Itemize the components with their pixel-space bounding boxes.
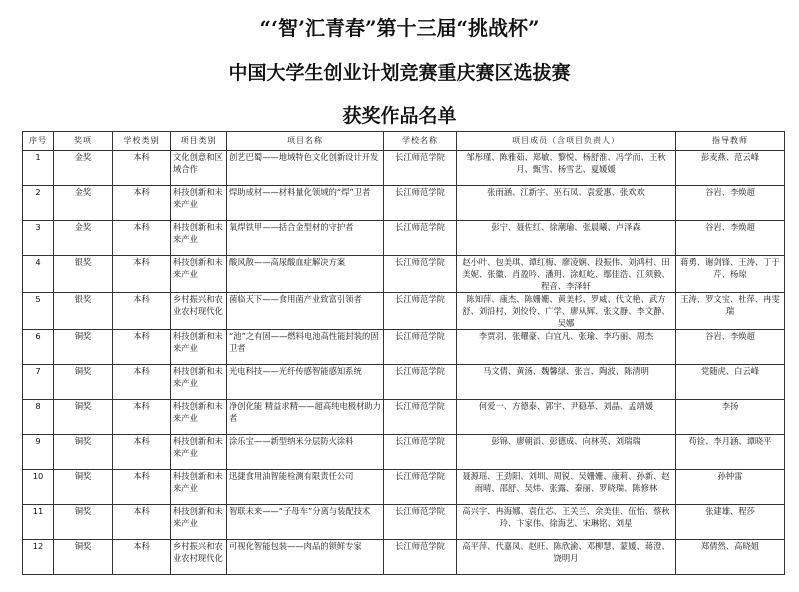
cell-no: 4	[23, 256, 54, 293]
cell-advisors: 彭麦燕、范云峰	[676, 151, 785, 186]
cell-award: 金奖	[54, 221, 113, 256]
cell-project: 智联未来——“子母车”分离与装配技术	[227, 505, 384, 540]
cell-members: 赵小叶、包美琪、谭红梅、廖凌娴、段振伟、刘鸿村、田美妮、张徽、肖盈吟、潘玥、涂虹屹、鄢佳浩、江须毅、程音、李泽轩	[457, 256, 676, 293]
cell-project: 涂乐宝——新型纳米分层防火涂料	[227, 435, 384, 470]
cell-no: 7	[23, 365, 54, 400]
cell-award: 金奖	[54, 186, 113, 221]
cell-category: 科技创新和未来产业	[171, 435, 227, 470]
cell-advisors: 谷岩、李焕超	[676, 330, 785, 365]
cell-advisors: 李扬	[676, 400, 785, 435]
cell-category: 科技创新和未来产业	[171, 221, 227, 256]
cell-category: 科技创新和未来产业	[171, 330, 227, 365]
cell-members: 马文倩、黄汤、魏馨绿、张言、陶波、陈清明	[457, 365, 676, 400]
cell-school: 长江师范学院	[384, 330, 457, 365]
cell-school-type: 本科	[113, 256, 171, 293]
cell-category: 文化创意和区域合作	[171, 151, 227, 186]
table-row	[23, 470, 785, 505]
cell-project: 酸风散——高尿酸血症解决方案	[227, 256, 384, 293]
table-row	[23, 400, 785, 435]
cell-award: 金奖	[54, 151, 113, 186]
cell-school-type: 本科	[113, 151, 171, 186]
cell-award: 铜奖	[54, 365, 113, 400]
table-row	[23, 221, 785, 256]
cell-advisors: 谷岩、李焕超	[676, 221, 785, 256]
cell-award: 银奖	[54, 293, 113, 330]
cell-project: “池”之有固——燃料电池高性能封装的固卫者	[227, 330, 384, 365]
cell-members: 张雨涵、江新宇、巫石凤、袁爱惠、张欢欢	[457, 186, 676, 221]
cell-school: 长江师范学院	[384, 221, 457, 256]
cell-school-type: 本科	[113, 365, 171, 400]
table-row	[23, 540, 785, 575]
cell-no: 10	[23, 470, 54, 505]
awards-table	[22, 131, 785, 575]
cell-school-type: 本科	[113, 293, 171, 330]
cell-school: 长江师范学院	[384, 435, 457, 470]
cell-advisors: 王涛、罗文宝、杜萍、冉雯瑞	[676, 293, 785, 330]
cell-members: 高兴宇、冉海娜、袁仕芯、王关兰、余美佳、伍怡、蔡秋玲、卞家伟、徐海艺、宋琳铭、刘星	[457, 505, 676, 540]
cell-advisors: 蒋勇、谢剑锋、王涛、丁于芹、杨琼	[676, 256, 785, 293]
cell-project: 可视化智能包装——肉品的锁鲜专家	[227, 540, 384, 575]
cell-project: 氧焊铁甲——括合金型材的守护者	[227, 221, 384, 256]
table-row	[23, 151, 785, 186]
cell-award: 铜奖	[54, 540, 113, 575]
column-header-award: 奖项	[54, 132, 113, 151]
cell-school-type: 本科	[113, 505, 171, 540]
cell-school-type: 本科	[113, 470, 171, 505]
cell-project: 光电科技——光纤传感智能感知系统	[227, 365, 384, 400]
cell-category: 科技创新和未来产业	[171, 400, 227, 435]
table-header-row	[23, 132, 785, 151]
cell-award: 铜奖	[54, 330, 113, 365]
cell-project: 菌临天下——食用菌产业致富引领者	[227, 293, 384, 330]
cell-category: 科技创新和未来产业	[171, 256, 227, 293]
cell-no: 8	[23, 400, 54, 435]
cell-advisors: 苟铨、李月涵、谭晓平	[676, 435, 785, 470]
table-row	[23, 435, 785, 470]
cell-school: 长江师范学院	[384, 151, 457, 186]
cell-school-type: 本科	[113, 330, 171, 365]
cell-category: 科技创新和未来产业	[171, 186, 227, 221]
document-title-line3: 获奖作品名单	[342, 105, 457, 127]
document-title-line1: “‘智’汇青春”第十三届“挑战杯”	[259, 16, 540, 40]
column-header-category: 项目类别	[171, 132, 227, 151]
cell-advisors: 郑倩然、高晓姐	[676, 540, 785, 575]
cell-advisors: 孙钟雷	[676, 470, 785, 505]
cell-members: 陈知萍、康杰、陈姗姗、黄美杉、罗威、代文艳、武方舒、刘沿村、刘佼伶、广学、廖从辉、张文静、李文静、吴娜	[457, 293, 676, 330]
cell-project: 创艺巴蜀——地域特色文化创新设计开发	[227, 151, 384, 186]
cell-school: 长江师范学院	[384, 505, 457, 540]
cell-category: 乡村振兴和农业农村现代化	[171, 540, 227, 575]
cell-advisors: 谷岩、李焕超	[676, 186, 785, 221]
cell-members: 邹彤瑾、陈雅茹、郑敏、黎悦、杨舒淮、冯学而、王秋月、甄雪、杨雪艺、夏媛媛	[457, 151, 676, 186]
document-title-line2: 中国大学生创业计划竞赛重庆赛区选拔赛	[228, 62, 571, 84]
cell-school: 长江师范学院	[384, 256, 457, 293]
cell-no: 11	[23, 505, 54, 540]
cell-project: 迅捷食用油智能检测有限责任公司	[227, 470, 384, 505]
cell-no: 9	[23, 435, 54, 470]
table-row	[23, 365, 785, 400]
cell-members: 彭锦、廖朝滔、彭德成、向林英、刘瑞瑞	[457, 435, 676, 470]
table-row	[23, 186, 785, 221]
cell-members: 李贾羽、张耀豪、白宜凡、张瑜、李巧丽、周杰	[457, 330, 676, 365]
cell-project: 焊助成材——材料量化领域的“焊”卫者	[227, 186, 384, 221]
cell-school-type: 本科	[113, 435, 171, 470]
cell-school-type: 本科	[113, 221, 171, 256]
cell-award: 铜奖	[54, 470, 113, 505]
cell-advisors: 张建雄、程莎	[676, 505, 785, 540]
cell-no: 5	[23, 293, 54, 330]
table-row	[23, 256, 785, 293]
table-row	[23, 293, 785, 330]
cell-advisors: 党随虎、白云峰	[676, 365, 785, 400]
column-header-members: 项目成员（含项目负责人）	[457, 132, 676, 151]
cell-category: 科技创新和未来产业	[171, 365, 227, 400]
cell-members: 聂源瑶、王劲阳、刘圳、周锐、吴姗姗、康莉、孙新、赵雨晴、邵舒、吴炜、张露、秦丽、罗晓瑞、陈修林	[457, 470, 676, 505]
cell-school-type: 本科	[113, 400, 171, 435]
cell-members: 高平萍、代嘉凤、赵旺、陈欣渝、邓柳慧、蒙媛、蒋澄、饶明月	[457, 540, 676, 575]
cell-school: 长江师范学院	[384, 400, 457, 435]
cell-award: 铜奖	[54, 505, 113, 540]
column-header-advisors: 指导教师	[676, 132, 785, 151]
cell-category: 乡村振兴和农业农村现代化	[171, 293, 227, 330]
cell-no: 2	[23, 186, 54, 221]
cell-school-type: 本科	[113, 186, 171, 221]
cell-category: 科技创新和未来产业	[171, 470, 227, 505]
cell-members: 何爱一、方德泰、郭宇、尹稳革、刘晶、孟靖媛	[457, 400, 676, 435]
table-row	[23, 330, 785, 365]
cell-no: 6	[23, 330, 54, 365]
cell-no: 3	[23, 221, 54, 256]
cell-school-type: 本科	[113, 540, 171, 575]
column-header-project: 项目名称	[227, 132, 384, 151]
cell-award: 银奖	[54, 256, 113, 293]
cell-award: 铜奖	[54, 400, 113, 435]
cell-members: 彭宁、聂佐红、徐潮瑜、张晨曦、卢泽森	[457, 221, 676, 256]
cell-school: 长江师范学院	[384, 186, 457, 221]
table-row	[23, 505, 785, 540]
cell-project: 净创化能 精益求精——超高纯电极材助力者	[227, 400, 384, 435]
table-body	[23, 151, 785, 575]
column-header-school: 学校名称	[384, 132, 457, 151]
column-header-no: 序号	[23, 132, 54, 151]
cell-category: 科技创新和未来产业	[171, 505, 227, 540]
column-header-school-type: 学校类别	[113, 132, 171, 151]
cell-no: 12	[23, 540, 54, 575]
cell-no: 1	[23, 151, 54, 186]
cell-school: 长江师范学院	[384, 365, 457, 400]
cell-school: 长江师范学院	[384, 470, 457, 505]
cell-school: 长江师范学院	[384, 293, 457, 330]
cell-school: 长江师范学院	[384, 540, 457, 575]
cell-award: 铜奖	[54, 435, 113, 470]
